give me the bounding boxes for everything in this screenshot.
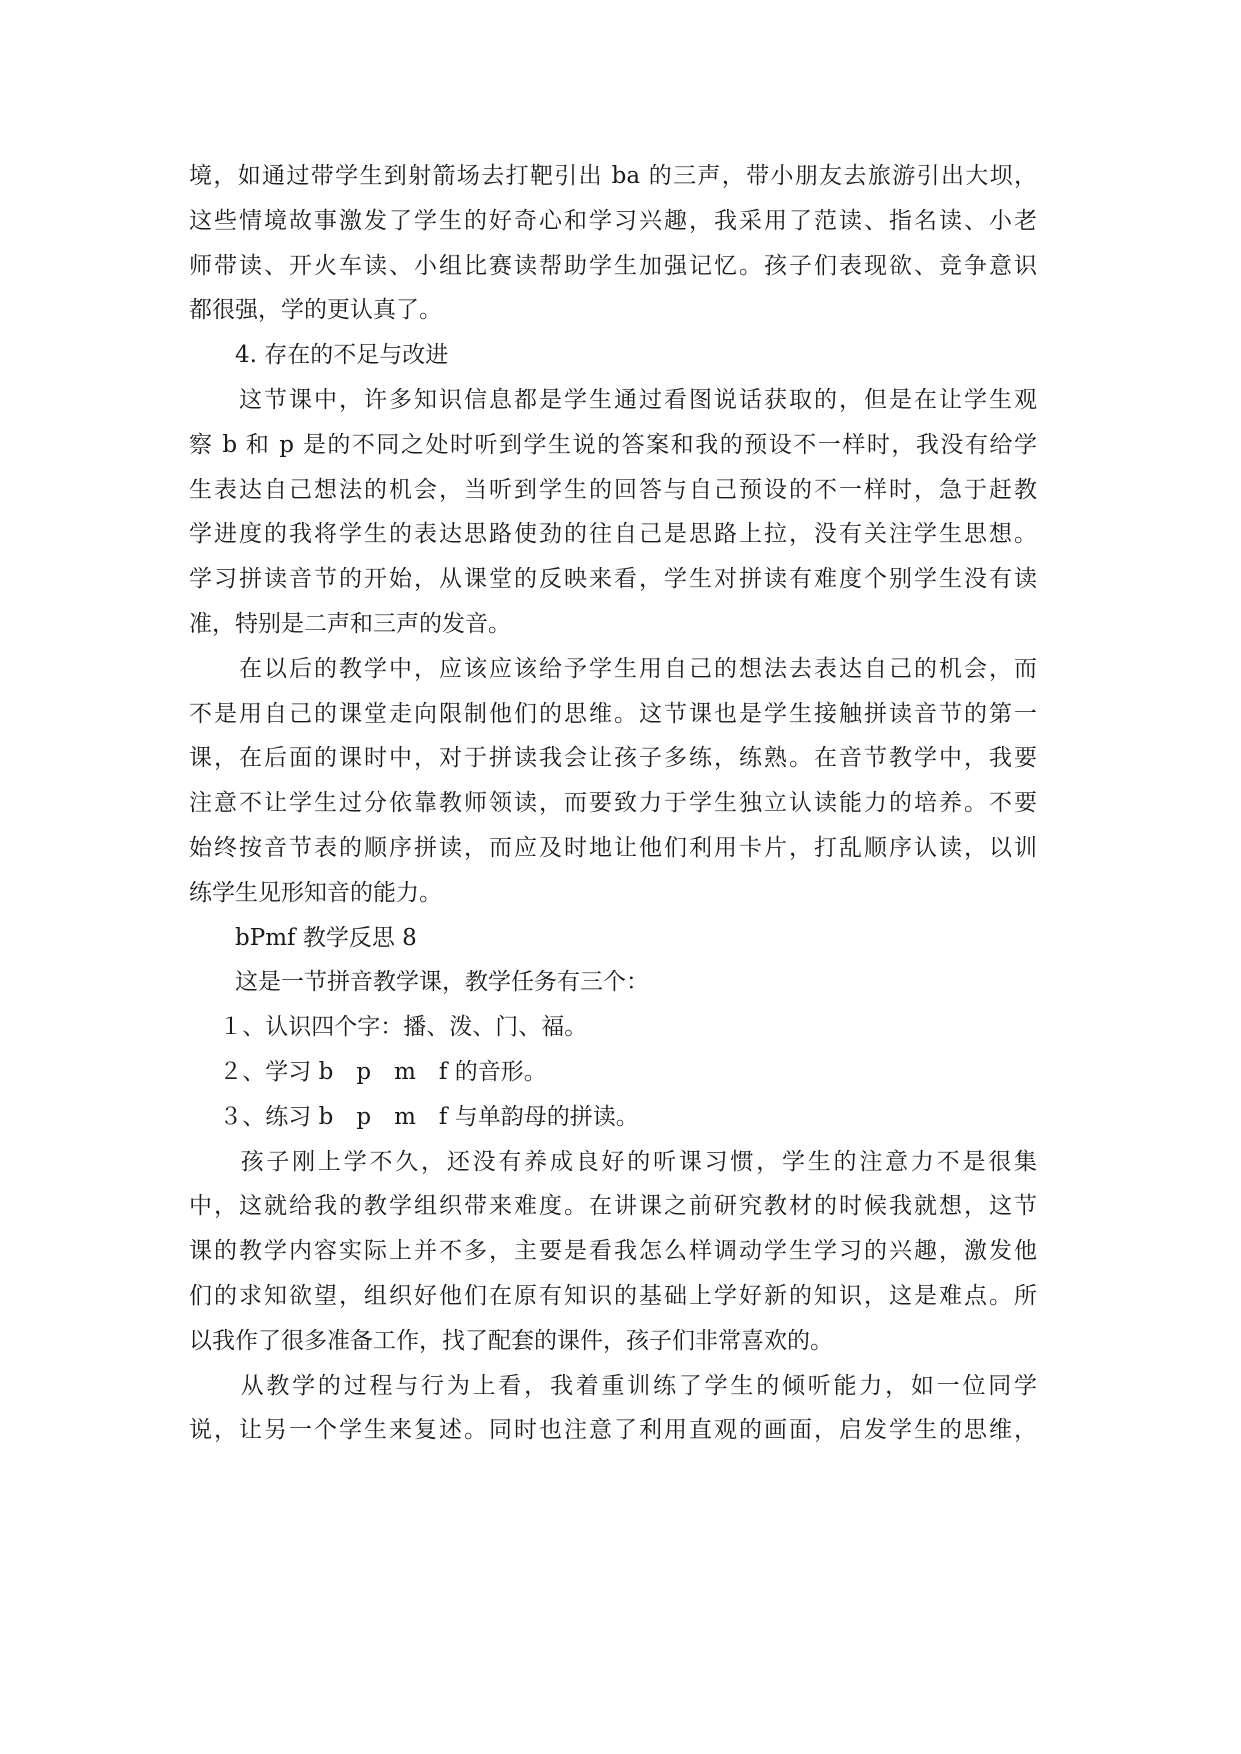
text-line: 学进度的我将学生的表达思路使劲的往自己是思路上拉，没有关注学生思想。 bbox=[189, 521, 1037, 548]
text-line: 境，如通过带学生到射箭场去打靶引出 ba 的三声，带小朋友去旅游引出大坝， bbox=[189, 163, 1037, 189]
text-line: 注意不让学生过分依靠教师领读，而要致力于学生独立认读能力的培养。不要 bbox=[189, 790, 1037, 817]
list-item: １、认识四个字：播、泼、门、福。 bbox=[189, 1014, 588, 1041]
text-line: 在以后的教学中，应该应该给予学生用自己的想法去表达自己的机会，而 bbox=[189, 655, 1037, 682]
text-line: 生表达自己想法的机会，当听到学生的回答与自己预设的不一样时，急于赶教 bbox=[189, 476, 1037, 503]
text-line: 始终按音节表的顺序拼读，而应及时地让他们利用卡片，打乱顺序认读，以训 bbox=[189, 834, 1037, 861]
text-line: 中，这就给我的教学组织带来难度。在讲课之前研究教材的时候我就想，这节 bbox=[189, 1193, 1037, 1220]
text-line: 这节课中，许多知识信息都是学生通过看图说话获取的，但是在让学生观 bbox=[189, 386, 1037, 413]
text-line: 们的求知欲望，组织好他们在原有知识的基础上学好新的知识，这是难点。所 bbox=[189, 1282, 1037, 1309]
text-line: 学习拼读音节的开始，从课堂的反映来看，学生对拼读有难度个别学生没有读 bbox=[189, 566, 1037, 593]
text-line: 孩子刚上学不久，还没有养成良好的听课习惯，学生的注意力不是很集 bbox=[189, 1148, 1037, 1175]
text-line: 准，特别是二声和三声的发音。 bbox=[189, 610, 511, 637]
text-line: 说，让另一个学生来复述。同时也注意了利用直观的画面，启发学生的思维， bbox=[189, 1417, 1037, 1444]
text-line: 师带读、开火车读、小组比赛读帮助学生加强记忆。孩子们表现欲、竞争意识 bbox=[189, 252, 1037, 279]
text-line: 不是用自己的课堂走向限制他们的思维。这节课也是学生接触拼读音节的第一 bbox=[189, 700, 1037, 727]
text-line: 这是一节拼音教学课，教学任务有三个： bbox=[189, 969, 649, 996]
text-line: 这些情境故事激发了学生的好奇心和学习兴趣，我采用了范读、指名读、小老 bbox=[189, 207, 1037, 234]
section-heading: 4. 存在的不足与改进 bbox=[189, 342, 449, 369]
body-text bbox=[189, 154, 1037, 1453]
list-item: ２、学习 b p m f 的音形。 bbox=[189, 1058, 547, 1085]
text-line: 察 b 和 p 是的不同之处时听到学生说的答案和我的预设不一样时，我没有给学 bbox=[189, 431, 1037, 458]
text-line: 都很强，学的更认真了。 bbox=[189, 297, 442, 324]
text-line: 以我作了很多准备工作，找了配套的课件，孩子们非常喜欢的。 bbox=[189, 1327, 833, 1354]
text-line: 练学生见形知音的能力。 bbox=[189, 879, 442, 906]
text-line: 课的教学内容实际上并不多，主要是看我怎么样调动学生学习的兴趣，激发他 bbox=[189, 1238, 1037, 1265]
text-line: 课，在后面的课时中，对于拼读我会让孩子多练，练熟。在音节教学中，我要 bbox=[189, 745, 1037, 772]
section-heading: bPmf 教学反思 8 bbox=[189, 924, 417, 951]
list-item: ３、练习 b p m f 与单韵母的拼读。 bbox=[189, 1103, 639, 1130]
text-line: 从教学的过程与行为上看，我着重训练了学生的倾听能力，如一位同学 bbox=[189, 1372, 1037, 1399]
